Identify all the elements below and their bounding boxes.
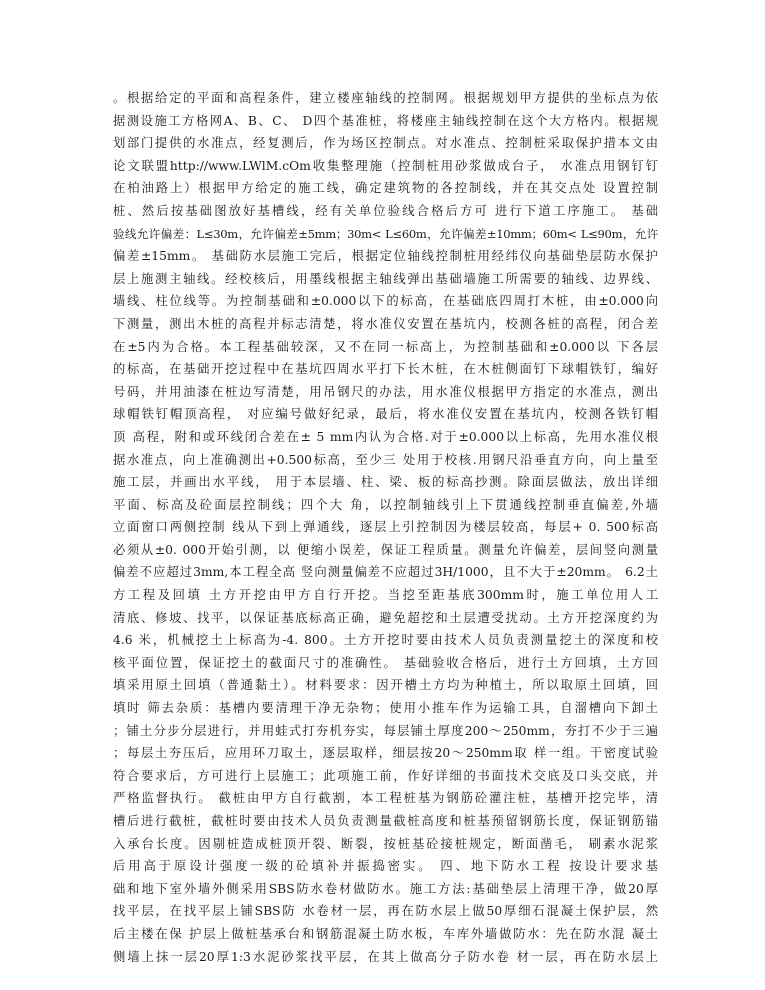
text-line: 层上施测主轴线。经校核后，用墨线根据主轴线弹出基础墙施工所需要的轴线、边界线、 [113, 271, 658, 286]
text-line: 入承台长度。因剔桩造成桩顶开裂、断裂，按桩基砼接桩规定，断面凿毛， 刷素水泥浆 [113, 836, 658, 851]
text-line: 在柏油路上）根据甲方给定的施工线，确定建筑物的各控制线，并在其交点处 设置控制 [113, 181, 658, 196]
text-line: 顶 高程，附和或环线闭合差在± 5 mm内认为合格.对于±0.000以上标高，先用水准仪根 [113, 429, 658, 444]
text-line: 填采用原土回填（普通黏土）。材料要求：因开槽土方均为种植土，所以取原土回填，回 [113, 678, 658, 693]
text-line: 必须从±0. 000开始引测，以 便缩小误差，保证工程质量。测量允许偏差，层间竖向测量 [113, 542, 658, 557]
text-line: 球帽铁钉帽顶高程， 对应编号做好纪录，最后，将水准仪安置在基坑内，校测各铁钉帽 [113, 407, 658, 422]
text-line: 在±5内为合格。本工程基础较深，又不在同一标高上，为控制基础和±0.000以 下各层 [113, 339, 658, 354]
text-line: 论文联盟http://www.LWlM.cOm收集整理施（控制桩用砂浆做成台子， 水准点用钢钉钉 [113, 158, 658, 173]
body-text [113, 87, 658, 968]
text-line: 后用高于原设计强度一级的砼填补并振捣密实。 四、地下防水工程 按设计要求基 [113, 859, 658, 874]
text-line: 号码，并用油漆在桩边写清楚，用吊钢尺的办法，用水准仪根据甲方指定的水准点，测出 [113, 384, 658, 399]
text-line: 施工层，并画出水平线， 用于本层墙、柱、梁、板的标高抄测。除面层做法，放出详细 [113, 475, 658, 490]
text-line: 偏差±15mm。 基础防水层施工完后，根据定位轴线控制桩用经纬仪向基础垫层防水保护 [113, 249, 658, 264]
text-line: 据水准点，向上准确测出+0.500标高，至少三 处用于校核.用钢尺沿垂直方向，向上量至 [113, 452, 658, 467]
text-line: 清底、修坡、找平，以保证基底标高正确，避免超挖和土层遭受扰动。土方开挖深度约为 [113, 610, 658, 625]
text-line: 平面、标高及砼面层控制线；四个大 角，以控制轴线引上下贯通线控制垂直偏差,外墙 [113, 497, 658, 512]
text-line: 找平层，在找平层上铺SBS防 水卷材一层，再在防水层上做50厚细石混凝土保护层，然 [113, 904, 658, 919]
text-line: 严格监督执行。 截桩由甲方自行截割，本工程桩基为钢筋砼灌注桩，基槽开挖完毕，清 [113, 791, 658, 806]
text-line: 划部门提供的水准点，经复测后，作为场区控制点。对水准点、控制桩采取保护措本文由 [113, 136, 658, 151]
text-line: 后主楼在保 护层上做桩基承台和钢筋混凝土防水板，车库外墙做防水：先在防水混 凝土 [113, 926, 658, 941]
text-line: 填时 筛去杂质：基槽内要清理干净无杂物；使用小推车作为运输工具，自溜槽向下卸土 [113, 701, 658, 716]
text-line: 侧墙上抹一层20厚1:3水泥砂浆找平层，在其上做高分子防水卷 材一层，再在防水层上 [113, 949, 658, 964]
text-line: 验线允许偏差：L≤30m，允许偏差±5mm；30m< L≤60m，允许偏差±10mm；60m< L≤90m，允许 [113, 226, 658, 241]
text-line: 。根据给定的平面和高程条件，建立楼座轴线的控制网。根据规划甲方提供的坐标点为依 [113, 91, 658, 105]
text-line: 下测量，测出木桩的高程并标志清楚，将水准仪安置在基坑内，校测各桩的高程，闭合差 [113, 316, 658, 331]
text-line: 的标高，在基础开挖过程中在基坑四周水平打下长木桩，在木桩侧面钉下球帽铁钉，编好 [113, 362, 658, 377]
text-line: 墙线、柱位线等。为控制基础和±0.000以下的标高，在基础底四周打木桩，由±0.000向 [113, 294, 658, 309]
text-line: 据测设施工方格网A、B、C、 D四个基准桩，将楼座主轴线控制在这个大方格内。根据规 [113, 113, 658, 128]
text-line: 符合要求后，方可进行上层施工；此项施工前，作好详细的书面技术交底及口头交底，并 [113, 768, 658, 783]
text-line: ；每层土夯压后，应用环刀取土，逐层取样，细层按20～250mm取 样一组。干密度试验 [113, 746, 658, 761]
text-line: 核平面位置，保证挖土的截面尺寸的准确性。 基础验收合格后，进行土方回填，土方回 [113, 655, 658, 670]
text-line: 4.6 米，机械挖土上标高为-4. 800。土方开挖时要由技术人员负责测量挖土的深度和校 [113, 633, 658, 648]
text-line: 槽后进行截桩，截桩时要由技术人员负责测量截桩高度和桩基预留钢筋长度，保证钢筋锚 [113, 814, 658, 828]
text-line: 础和地下室外墙外侧采用SBS防水卷材做防水。施工方法:基础垫层上清理干净，做20厚 [113, 881, 658, 896]
text-line: 偏差不应超过3mm,本工程全高 竖向测量偏差不应超过3H/1000，且不大于±20mm。 6.2土 [113, 565, 658, 580]
text-line: 方工程及回填 土方开挖由甲方自行开挖。当挖至距基底300mm时，施工单位用人工 [113, 588, 658, 603]
text-line: 桩、然后按基础图放好基槽线，经有关单位验线合格后方可 进行下道工序施工。 基础 [113, 203, 658, 218]
text-line: ；铺土分步分层进行，并用蛙式打夯机夯实，每层铺土厚度200～250mm，夯打不少于三遍 [113, 723, 658, 738]
text-line: 立面窗口两侧控制 线从下到上弹通线，逐层上引控制因为楼层较高，每层+ 0. 500标高 [113, 520, 658, 535]
